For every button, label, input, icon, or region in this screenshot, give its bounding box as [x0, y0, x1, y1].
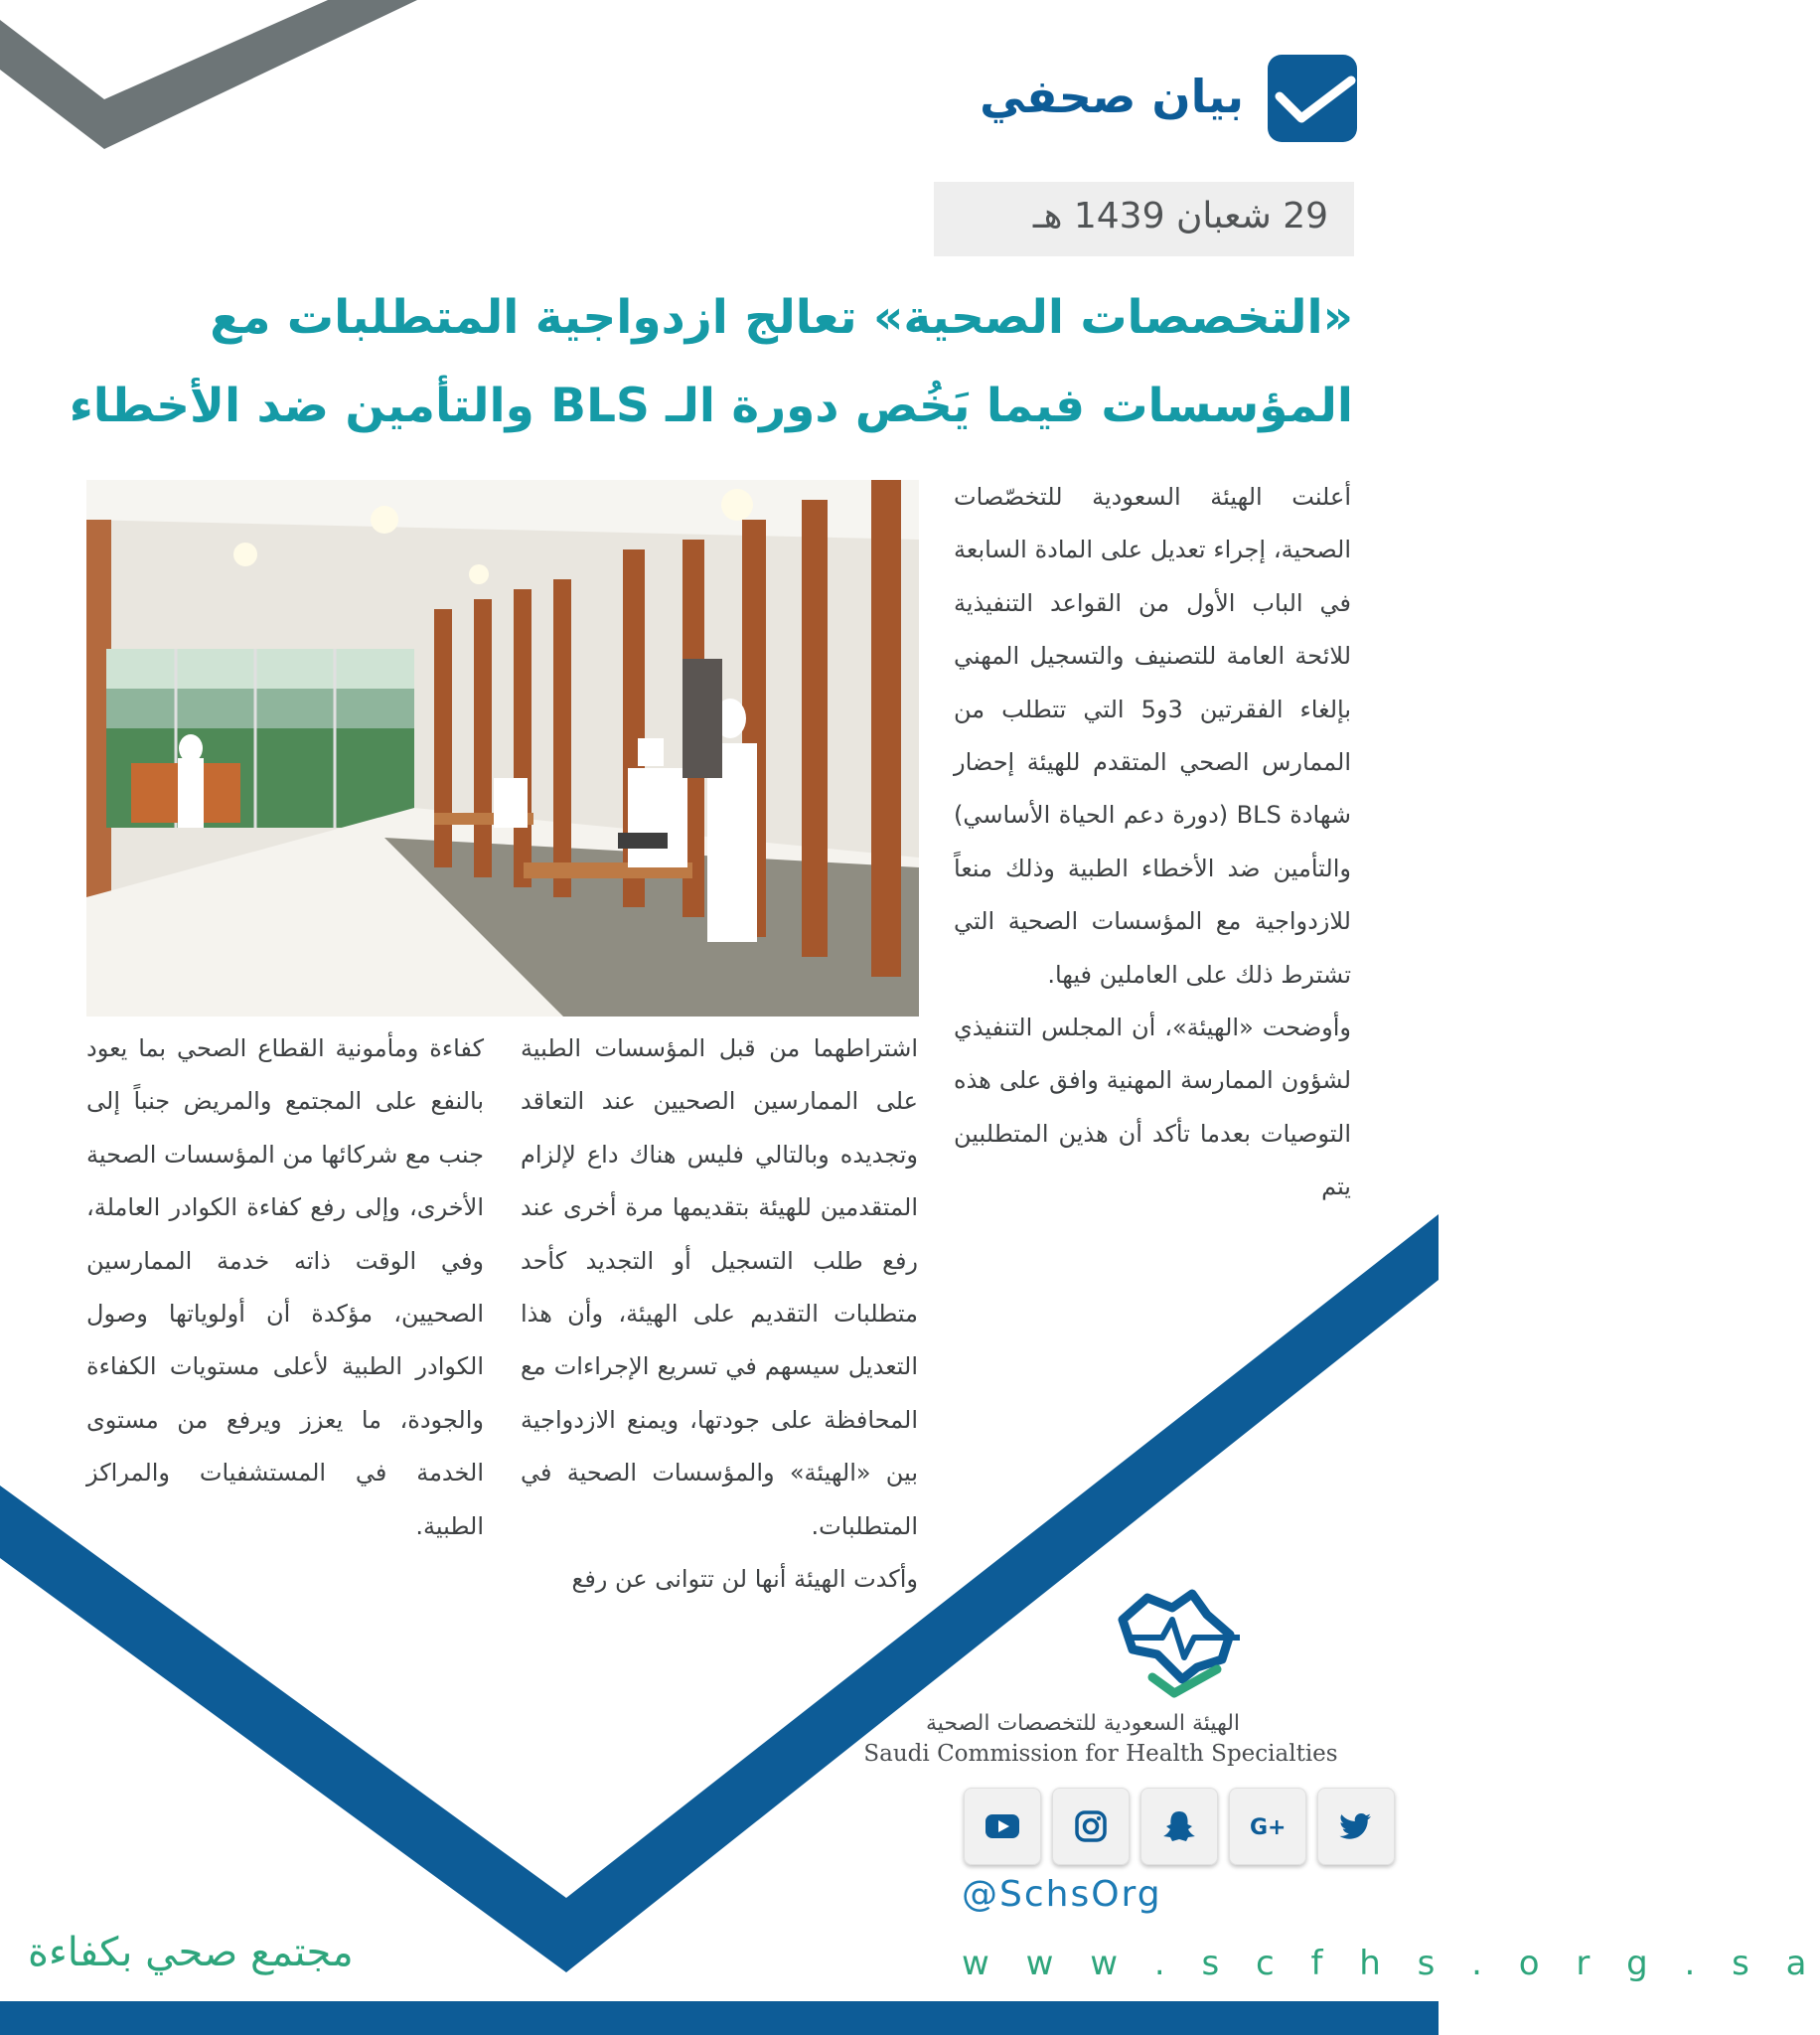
paragraph: وأكدت الهيئة أنها لن تتوانى عن رفع: [571, 1565, 918, 1594]
press-release-logo: [1268, 55, 1357, 142]
bottom-bar: [0, 2001, 1439, 2035]
website-link[interactable]: w w w . s c f h s . o r g . s a: [962, 1944, 1820, 1983]
date-box: [934, 182, 1354, 256]
check-badge-icon: [1268, 55, 1357, 142]
svg-text:G+: G+: [1250, 1815, 1287, 1840]
twitter-icon: [1337, 1807, 1375, 1845]
paragraph: وأوضحت «الهيئة»، أن المجلس التنفيذي لشؤون الممارسة المهنية وافق على هذه التوصيات بعدما تأكد أن هذين المتطلبين يتم: [954, 1014, 1351, 1201]
release-date: 29 شعبان 1439 هـ: [1032, 196, 1328, 236]
scfhs-logo: [1113, 1580, 1252, 1699]
slogan: مجتمع صحي بكفاءة: [28, 1930, 354, 1975]
twitter-button[interactable]: [1317, 1788, 1395, 1865]
paragraph: اشتراطهما من قبل المؤسسات الطبية على الممارسين الصحيين عند التعاقد وتجديده وبالتالي فليس هناك داع لإلزام المتقدمين للهيئة بتقديمها مرة أخرى عند رفع طلب التسجيل أو التجديد كأحد متطلبات التقديم على الهيئة، وأن هذا التعديل سيسهم في تسريع الإجراءات مع المحافظة على جودتها، ويمنع الازدواجية بين «الهيئة» والمؤسسات الصحية في المتطلبات.: [521, 1034, 918, 1540]
organization-name-en: Saudi Commission for Health Specialties: [863, 1741, 1338, 1767]
paragraph: كفاءة ومأمونية القطاع الصحي بما يعود بالنفع على المجتمع والمريض جنباً إلى جنب مع شركائها من المؤسسات الصحية الأخرى، وإلى رفع كفاءة الكوادر العاملة، وفي الوقت ذاته خدمة الممارسين الصحيين، مؤكدة أن أولوياتها وصول الكوادر الطبية لأعلى مستويات الكفاءة والجودة، ما يعزز ويرفع من مستوى الخدمة في المستشفيات والمراكز الطبية.: [86, 1034, 484, 1540]
gray-chevron-shape: [0, 0, 417, 149]
google-plus-button[interactable]: [1229, 1788, 1306, 1865]
youtube-icon: [984, 1807, 1021, 1845]
organization-name-ar: الهيئة السعودية للتخصصات الصحية: [925, 1711, 1241, 1736]
youtube-button[interactable]: [964, 1788, 1041, 1865]
article-column-left: [86, 1022, 484, 1553]
article-column-right: [954, 471, 1351, 1214]
snapchat-button[interactable]: [1140, 1788, 1218, 1865]
headline-line-2: المؤسسات فيما يَخُص دورة الـ BLS والتأمين ضد الأخطاء: [69, 379, 1353, 433]
instagram-icon: [1072, 1807, 1110, 1845]
social-handle[interactable]: @SchsOrg: [962, 1874, 1162, 1915]
scfhs-map-heartbeat-logo: [1113, 1580, 1252, 1699]
instagram-button[interactable]: [1052, 1788, 1130, 1865]
headline-line-1: «التخصصات الصحية» تعالج ازدواجية المتطلبات مع: [210, 290, 1353, 345]
snapchat-icon: [1160, 1807, 1198, 1845]
paragraph: أعلنت الهيئة السعودية للتخصّصات الصحية، إجراء تعديل على المادة السابعة في الباب الأول من القواعد التنفيذية للائحة العامة للتصنيف والتسجيل المهني بإلغاء الفقرتين 3و5 التي تتطلب من الممارس الصحي المتقدم للهيئة إحضار شهادة BLS (دورة دعم الحياة الأساسي) والتأمين ضد الأخطاء الطبية وذلك منعاً للازدواجية مع المؤسسات الصحية التي تشترط ذلك على العاملين فيها.: [954, 483, 1352, 989]
press-release-title: بيان صحفي: [980, 70, 1244, 123]
google-plus-icon: [1249, 1807, 1287, 1845]
office-photo: [86, 480, 919, 1017]
article-column-middle: [521, 1022, 918, 1606]
